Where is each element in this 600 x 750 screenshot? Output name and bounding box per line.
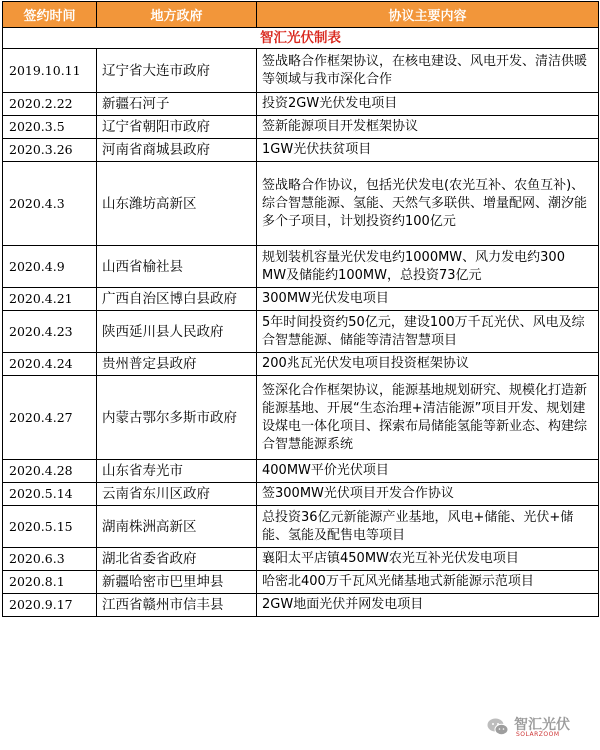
wechat-icon [486,715,510,739]
cell-date: 2020.4.21 [3,288,97,311]
cell-content: 签深化合作框架协议，能源基地规划研究、规模化打造新能源基地、开展“生态治理+清洁能源”项目开发、规划建设煤电一体化项目、探索布局储能氢能等新业态、构建综合智慧能源系统 [257,376,599,460]
watermark [486,712,592,742]
cell-gov: 河南省商城县政府 [97,139,257,162]
cell-content: 1GW光伏扶贫项目 [257,139,599,162]
cell-content: 签战略合作框架协议，在核电建设、风电开发、清洁供暖等领域与我市深化合作 [257,49,599,93]
cell-date: 2019.10.11 [3,49,97,93]
cell-date: 2020.4.28 [3,460,97,483]
table-row [3,571,599,594]
cell-date: 2020.3.5 [3,116,97,139]
cell-gov: 山西省榆社县 [97,246,257,288]
cell-gov: 山东省寿光市 [97,460,257,483]
cell-date: 2020.2.22 [3,93,97,116]
table-row [3,311,599,353]
cell-gov: 云南省东川区政府 [97,483,257,506]
watermark-text: 智汇光伏 [514,717,570,733]
table-row [3,353,599,376]
cell-gov: 辽宁省朝阳市政府 [97,116,257,139]
cell-content: 200兆瓦光伏发电项目投资框架协议 [257,353,599,376]
table-row [3,548,599,571]
header-gov: 地方政府 [97,2,257,28]
table-row [3,139,599,162]
cell-gov: 新疆哈密市巴里坤县 [97,571,257,594]
cell-date: 2020.5.14 [3,483,97,506]
cell-content: 签战略合作协议，包括光伏发电(农光互补、农鱼互补)、综合智慧能源、氢能、天然气多联供、增量配网、潮汐能多个子项目，计划投资约100亿元 [257,162,599,246]
cell-content: 5年时间投资约50亿元，建设100万千瓦光伏、风电及综合智慧能源、储能等清洁智慧项目 [257,311,599,353]
cell-date: 2020.9.17 [3,594,97,617]
table-row [3,288,599,311]
table-row [3,376,599,460]
table-row [3,116,599,139]
table-title: 智汇光伏制表 [3,28,599,49]
table-row [3,162,599,246]
cell-content: 签300MW光伏项目开发合作协议 [257,483,599,506]
cell-date: 2020.8.1 [3,571,97,594]
agreement-table [2,1,599,617]
cell-gov: 广西自治区博白县政府 [97,288,257,311]
cell-content: 总投资36亿元新能源产业基地，风电+储能、光伏+储能、氢能及配售电等项目 [257,506,599,548]
cell-date: 2020.4.27 [3,376,97,460]
cell-date: 2020.5.15 [3,506,97,548]
table-row [3,594,599,617]
cell-gov: 江西省赣州市信丰县 [97,594,257,617]
table-row [3,460,599,483]
cell-content: 哈密北400万千瓦风光储基地式新能源示范项目 [257,571,599,594]
table-row [3,483,599,506]
table-row [3,506,599,548]
cell-date: 2020.6.3 [3,548,97,571]
cell-content: 400MW平价光伏项目 [257,460,599,483]
cell-date: 2020.4.23 [3,311,97,353]
cell-content: 投资2GW光伏发电项目 [257,93,599,116]
header-date: 签约时间 [3,2,97,28]
cell-gov: 新疆石河子 [97,93,257,116]
cell-content: 2GW地面光伏并网发电项目 [257,594,599,617]
cell-content: 规划装机容量光伏发电约1000MW、风力发电约300 MW及储能约100MW，总投资73亿元 [257,246,599,288]
header-row [3,2,599,28]
cell-content: 300MW光伏发电项目 [257,288,599,311]
table-row [3,49,599,93]
header-content: 协议主要内容 [257,2,599,28]
cell-gov: 山东潍坊高新区 [97,162,257,246]
cell-content: 签新能源项目开发框架协议 [257,116,599,139]
agreement-table-container [2,1,598,617]
table-row [3,93,599,116]
cell-gov: 内蒙古鄂尔多斯市政府 [97,376,257,460]
cell-gov: 陕西延川县人民政府 [97,311,257,353]
table-row [3,246,599,288]
cell-gov: 贵州普定县政府 [97,353,257,376]
cell-date: 2020.4.3 [3,162,97,246]
cell-gov: 湖南株洲高新区 [97,506,257,548]
cell-content: 襄阳太平店镇450MW农光互补光伏发电项目 [257,548,599,571]
cell-gov: 辽宁省大连市政府 [97,49,257,93]
table-title-row [3,28,599,49]
cell-date: 2020.3.26 [3,139,97,162]
cell-date: 2020.4.24 [3,353,97,376]
cell-gov: 湖北省委省政府 [97,548,257,571]
watermark-sub: SOLARZOOM [516,731,560,738]
cell-date: 2020.4.9 [3,246,97,288]
